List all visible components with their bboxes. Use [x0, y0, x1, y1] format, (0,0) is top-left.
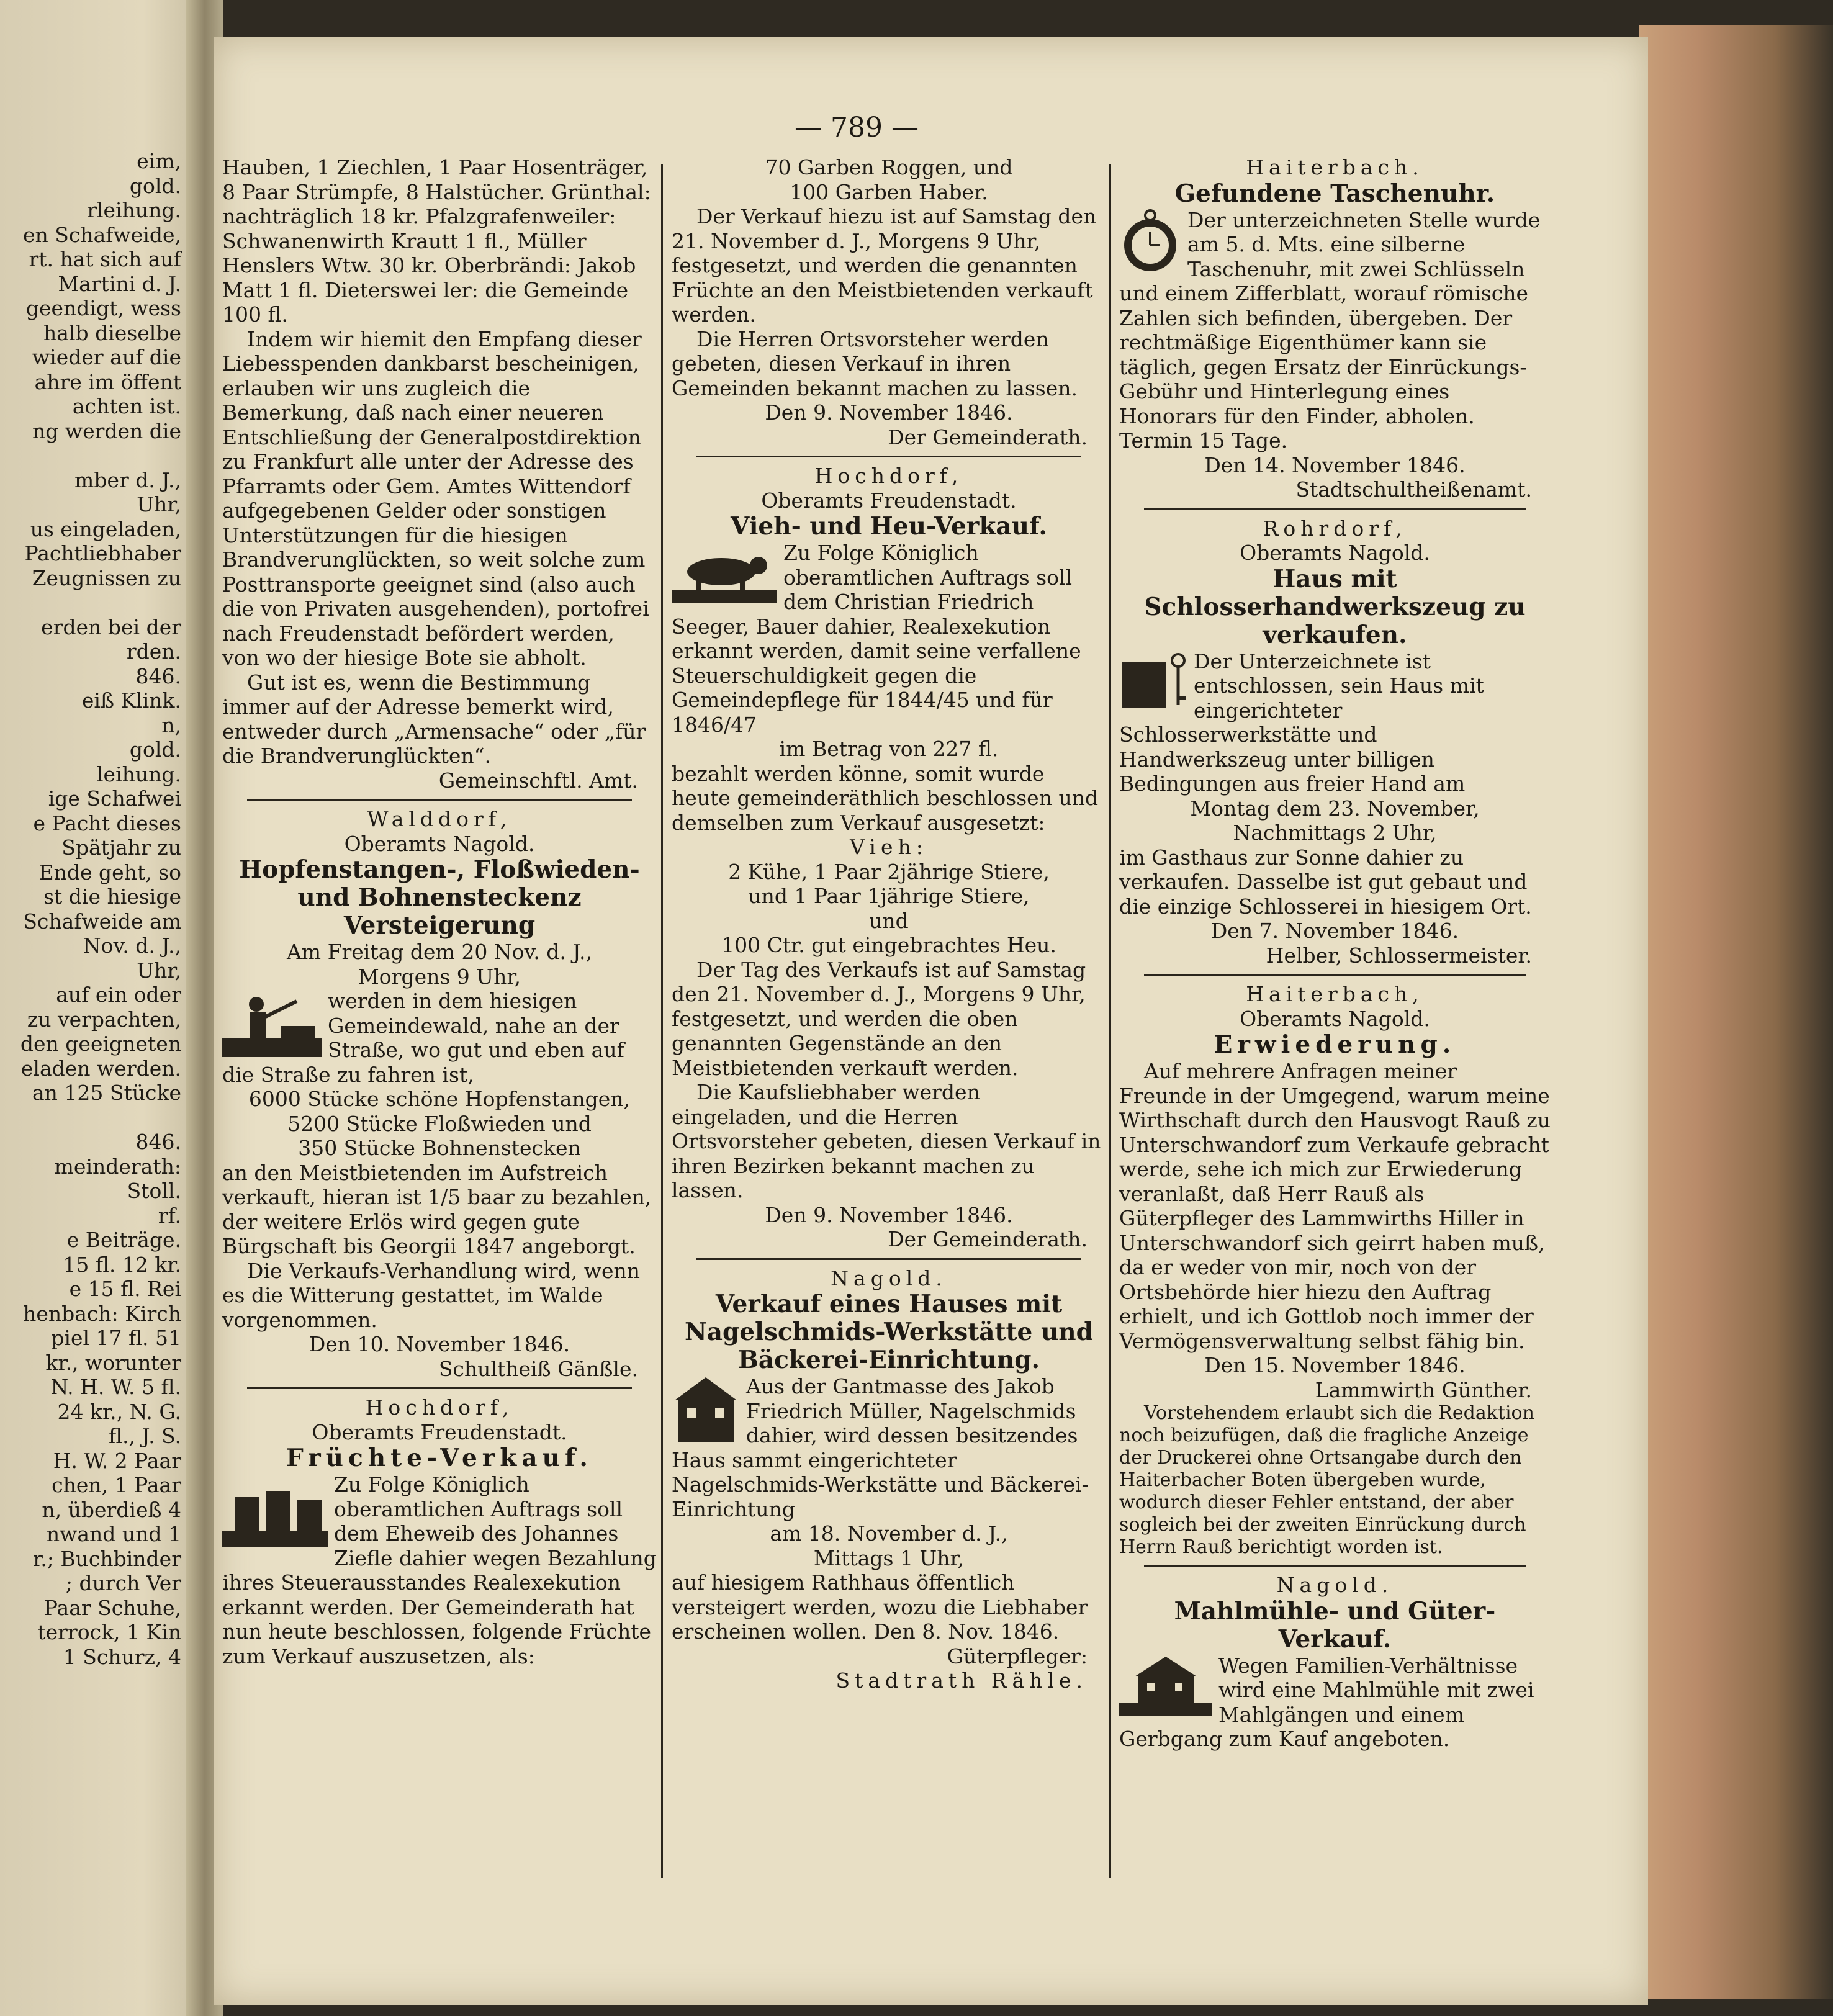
left-page-line: st die hiesige [43, 884, 181, 909]
book-edge [1639, 25, 1833, 1999]
amount-line: im Betrag von 227 fl. [779, 737, 999, 761]
divider [247, 799, 632, 801]
paragraph: Zu Folge Königlich oberamtlichen Auftrags soll dem Christian Friedrich Seeger, Bauer dahier, Realexekution erkannt werden, damit seine verfallene Steuerschuldigkeit gegen die Gemeindepflege für 1844/45 und für 1846/47 [672, 541, 1081, 737]
signature: Der Gemeinderath. [888, 1227, 1088, 1251]
notice-title: Mahlmühle- und Güter-Verkauf. [1174, 1596, 1496, 1654]
paragraph: werden in dem hiesigen Gemeindewald, nahe an der Straße, wo gut und eben auf die Straße zu fahren ist, [222, 989, 624, 1087]
paragraph: Der Tag des Verkaufs ist auf Samstag den 21. November d. J., Morgens 9 Uhr, festgesetzt, und werden die oben genannten Gegenstände an den Meistbietenden verkauft werden. [672, 957, 1086, 1080]
left-page-line: 846. [135, 1130, 181, 1154]
place-heading: Haiterbach. [1246, 155, 1424, 179]
left-page-line: geendigt, wess [25, 296, 181, 320]
paragraph: auf hiesigem Rathhaus öffentlich versteigert werden, wozu die Liebhaber erscheinen wollen. Den 8. Nov. 1846. [672, 1570, 1088, 1644]
notice-title: Gefundene Taschenuhr. [1174, 179, 1495, 208]
left-page-line: gold. [129, 173, 181, 198]
left-page-line: gold. [129, 737, 181, 762]
left-page-line: rleihung. [87, 198, 181, 222]
cattle-illustration [672, 541, 777, 603]
place-heading: Rohrdorf, [1263, 516, 1407, 541]
left-page-line: ng werden die [32, 418, 181, 443]
place-heading: Nagold. [831, 1266, 947, 1290]
divider [1144, 1565, 1526, 1567]
divider [1144, 508, 1526, 510]
left-page-line: meinderath: [54, 1154, 181, 1179]
left-page-line: e Pacht dieses [33, 811, 181, 835]
left-page-line: n, überdieß 4 [42, 1497, 181, 1522]
paragraph: Der Verkauf hiezu ist auf Samstag den 21. November d. J., Morgens 9 Uhr, festgesetzt, und werden die genannten Früchte an den Meistbietenden verkauft werden. [672, 204, 1097, 326]
date-line: Den 10. November 1846. [309, 1332, 570, 1356]
notice-title: Verkauf eines Hauses mit Nagelschmids-Werkstätte und Bäckerei-Einrichtung. [685, 1290, 1093, 1374]
left-page-line: terrock, 1 Kin [37, 1620, 181, 1644]
left-page-line: eiß Klink. [81, 688, 181, 713]
list-heading: Vieh: [850, 835, 928, 859]
signature: Stadtrath Rähle. [835, 1668, 1088, 1693]
date-line: Den 9. November 1846. [765, 1202, 1013, 1227]
left-page-line: Stoll. [127, 1179, 181, 1203]
left-page-line: e Beiträge. [66, 1228, 181, 1252]
signature: Lammwirth Günther. [1315, 1377, 1532, 1402]
time-line: Mittags 1 Uhr, [813, 1546, 965, 1570]
notice-title: Erwiederung. [1214, 1030, 1456, 1059]
place-heading: Hochdorf, [365, 1395, 514, 1420]
left-page-line: ige Schafwei [48, 786, 181, 811]
subheading: Oberamts Nagold. [344, 831, 535, 856]
left-page-line: mber d. J., [74, 467, 181, 492]
paragraph: im Gasthaus zur Sonne dahier zu verkaufen. Dasselbe ist gut gebaut und die einzige Schlosserei in hiesigem Ort. [1119, 845, 1532, 919]
divider [696, 1258, 1081, 1260]
subheading: Oberamts Nagold. [1240, 541, 1430, 565]
paragraph: an den Meistbietenden im Aufstreich verkauft, hieran ist 1/5 baar zu bezahlen, der weitere Erlös wird gegen gute Bürgschaft bis Georgii 1847 angeborgt. [222, 1160, 652, 1258]
item-line: 6000 Stücke schöne Hopfenstangen, [248, 1087, 631, 1111]
paragraph: Die Verkaufs-Verhandlung wird, wenn es die Witterung gestattet, im Walde vorgenommen. [222, 1258, 641, 1332]
signature-role: Güterpfleger: [947, 1644, 1088, 1668]
place-heading: Nagold. [1276, 1573, 1394, 1597]
item-line: 70 Garben Roggen, und [765, 155, 1013, 179]
subheading: Oberamts Freudenstadt. [312, 1420, 567, 1444]
left-page-line: chen, 1 Paar [52, 1473, 181, 1497]
left-page-line: r.; Buchbinder [33, 1546, 181, 1571]
left-page-line: achten ist. [72, 394, 181, 418]
signature: Gemeinschftl. Amt. [438, 768, 638, 793]
subheading: Oberamts Freudenstadt. [761, 488, 1017, 513]
left-page-line: zu verpachten, [27, 1007, 181, 1032]
divider [247, 1387, 632, 1389]
left-page-line: Pachtliebhaber [24, 541, 181, 565]
item-line: 350 Stücke Bohnenstecken [298, 1136, 581, 1160]
house-illustration [672, 1374, 740, 1442]
signature: Der Gemeinderath. [888, 425, 1088, 449]
notice-title: Vieh- und Heu-Verkauf. [731, 512, 1047, 541]
left-page-line: 24 kr., N. G. [57, 1399, 181, 1424]
left-page-line [0, 1105, 186, 1130]
left-page-line: H. W. 2 Paar [53, 1448, 181, 1473]
left-page-line: erden bei der [41, 614, 181, 639]
notice-title: Haus mit Schlosserhandwerkszeug zu verkaufen. [1144, 564, 1526, 649]
left-page-line: ahre im öffent [34, 369, 181, 394]
left-page-line: Schafweide am [23, 909, 181, 934]
item-line: und [869, 908, 909, 933]
paragraph: Die Kaufsliebhaber werden eingeladen, und die Herren Ortsvorsteher gebeten, diesen Verkauf in ihren Bezirken bekannt machen zu lassen. [672, 1080, 1101, 1202]
left-page-line: 15 fl. 12 kr. [63, 1252, 181, 1277]
date-line: Den 7. November 1846. [1210, 919, 1459, 943]
signature: Helber, Schlossermeister. [1266, 943, 1532, 968]
paragraph: Aus der Gantmasse des Jakob Friedrich Müller, Nagelschmids dahier, wird dessen besitzendes Haus sammt eingerichteter Nagelschmids-Werkstätte und Bäckerei-Einrichtung [672, 1374, 1089, 1521]
left-page-line: 846. [135, 664, 181, 688]
paragraph: Der unterzeichneten Stelle wurde am 5. d. Mts. eine silberne Taschenuhr, mit zwei Schlüsseln und einem Zifferblatt, worauf römische Zahlen sich befinden, übergeben. Der rechtmäßige Eigenthümer kann sie täglich, gegen Ersatz der Einrückungs-Gebühr und Hinterlegung eines Honorars für den Finder, abholen. Termin 15 Tage. [1119, 207, 1541, 452]
paragraph: Wegen Familien-Verhältnisse wird eine Mahlmühle mit zwei Mahlgängen und einem Gerbgang zum Kauf angeboten. [1119, 1653, 1534, 1751]
left-page-text [0, 149, 186, 1669]
sheaves-illustration [222, 1472, 328, 1547]
left-page-line: halb dieselbe [43, 320, 181, 345]
left-page-line: wieder auf die [32, 345, 181, 369]
left-page-line: Uhr, [137, 492, 181, 516]
left-page-line: den geeigneten [20, 1032, 181, 1056]
left-page-line: N. H. W. 5 fl. [50, 1375, 181, 1399]
editorial-note: Vorstehendem erlaubt sich die Redaktion noch beizufügen, daß die fragliche Anzeige der Druckerei ohne Ortsangabe durch den Haiterbacher Boten übergeben wurde, wodurch dieser Fehler entstand, der aber sogleich bei der zweiten Einrückung durch Herrn Rauß berichtigt worden ist. [1119, 1402, 1534, 1558]
paragraph: Auf mehrere Anfragen meiner Freunde in der Umgegend, warum meine Wirthschaft durch den Hausvogt Rauß zu Unterschwandorf zum Verkaufe gebracht werde, sehe ich mich zur Erwiederung veranlaßt, daß Herr Rauß als Güterpfleger des Lammwirths Hiller in Unterschwandorf sich geirrt haben muß, da er weder von mir, noch von der Ortsbehörde hier hiezu den Auftrag erhielt, und ich Gottlob noch immer der Vermögensverwaltung selbst fähig bin. [1119, 1059, 1551, 1353]
column-3 [1119, 155, 1551, 1752]
left-page-line: Uhr, [137, 958, 181, 983]
divider [1144, 974, 1526, 976]
item-line: 100 Ctr. gut eingebrachtes Heu. [721, 933, 1056, 957]
left-page-line: us eingeladen, [30, 516, 181, 541]
paragraph: Gut ist es, wenn die Bestimmung immer auf der Adresse bemerkt wird, entweder durch „Armensache“ oder „für die Brandverunglückten“. [222, 670, 646, 768]
left-page-line: Zeugnissen zu [32, 565, 181, 590]
left-page-line: kr., worunter [45, 1350, 181, 1375]
date-line: Den 15. November 1846. [1204, 1353, 1466, 1377]
left-page-line: 1 Schurz, 4 [63, 1644, 181, 1669]
item-line: und 1 Paar 1jährige Stiere, [748, 884, 1030, 908]
left-page-line: an 125 Stücke [32, 1081, 181, 1105]
subheading: Oberamts Nagold. [1240, 1006, 1430, 1031]
divider [696, 456, 1081, 457]
left-page-line: Nov. d. J., [83, 934, 181, 958]
item-line: 100 Garben Haber. [790, 179, 988, 204]
left-page-line: rden. [126, 639, 181, 664]
left-page-line [0, 443, 186, 468]
left-page-line: Martini d. J. [58, 271, 181, 296]
date-line: am 18. November d. J., [770, 1521, 1008, 1546]
paragraph: Der Unterzeichnete ist entschlossen, sein Haus mit eingerichteter Schlosserwerkstätte und Handwerkszeug unter billigen Bedingungen aus freier Hand am [1119, 649, 1484, 796]
column-divider-2 [1109, 164, 1111, 1878]
time-line: Morgens 9 Uhr, [358, 964, 521, 989]
paragraph: Die Herren Ortsvorsteher werden gebeten, diesen Verkauf in ihren Gemeinden bekannt machen zu lassen. [672, 326, 1078, 400]
date-line: Den 9. November 1846. [765, 400, 1013, 425]
notice-title: Hopfenstangen-, Floßwieden- und Bohnensteckenz Versteigerung [239, 855, 640, 940]
date-line: Montag dem 23. November, [1190, 796, 1480, 821]
left-page-line [0, 590, 186, 615]
left-page-line: rt. hat sich auf [29, 247, 181, 271]
pocket-watch-illustration [1119, 208, 1181, 276]
column-1 [222, 155, 657, 1668]
signature: Schultheiß Gänßle. [438, 1356, 638, 1381]
column-divider-1 [661, 164, 663, 1878]
place-heading: Haiterbach, [1246, 982, 1424, 1006]
left-page-line: piel 17 fl. 51 [51, 1326, 181, 1350]
left-page-line: eladen werden. [20, 1056, 181, 1081]
item-line: 5200 Stücke Floßwieden und [287, 1111, 592, 1136]
left-page-line: Spätjahr zu [61, 835, 181, 860]
left-page-line: auf ein oder [56, 983, 181, 1007]
mill-illustration [1119, 1654, 1212, 1716]
date-line: Am Freitag dem 20 Nov. d. J., [286, 940, 593, 964]
time-line: Nachmittags 2 Uhr, [1233, 821, 1437, 845]
left-page-line: leihung. [96, 762, 181, 786]
left-page-line: Ende geht, so [38, 860, 181, 884]
left-page-line: Paar Schuhe, [43, 1595, 181, 1620]
paragraph: bezahlt werden könne, somit wurde heute gemeinderäthlich beschlossen und demselben zum Verkauf ausgesetzt: [672, 761, 1099, 835]
left-page-line: e 15 fl. Rei [69, 1277, 181, 1301]
left-page-line: rf. [158, 1203, 181, 1228]
place-heading: Hochdorf, [814, 464, 963, 488]
column-2 [672, 155, 1106, 1693]
left-page-line: n, [161, 713, 181, 737]
left-page-line: fl., J. S. [108, 1424, 181, 1448]
paragraph: Indem wir hiemit den Empfang dieser Liebesspenden dankbarst bescheinigen, erlauben wir uns zugleich die Bemerkung, daß nach einer neueren Entschließung der Generalpostdirektion zu Frankfurt alle unter der Adresse des Pfarramts oder Gem. Amtes Wittendorf aufgegebenen Gelder oder sonstigen Unterstützungen für die hiesigen Brandverunglückten, so weit solche zum Posttransporte geeignet sind (also auch die von Privaten ausgehenden), portofrei nach Freudenstadt befördert werden, von wo der hiesige Bote sie abholt. [222, 326, 649, 670]
signature: Stadtschultheißenamt. [1295, 477, 1532, 502]
left-page-line: nwand und 1 [46, 1522, 181, 1546]
locksmith-key-illustration [1119, 649, 1187, 711]
notice-title: Früchte-Verkauf. [286, 1444, 593, 1472]
page-number: — 789 — [795, 112, 919, 143]
woodcutter-illustration [222, 989, 322, 1057]
donation-list: Hauben, 1 Ziechlen, 1 Paar Hosenträger, 8 Paar Strümpfe, 8 Halstücher. Grünthal: nachträglich 18 kr. Pfalzgrafenweiler: Schwanenwirth Krautt 1 fl., Müller Henslers Wtw. 30 kr. Oberbrändi: Jakob Matt 1 fl. Dieterswei ler: die Gemeinde 100 fl. [222, 155, 651, 326]
item-line: 2 Kühe, 1 Paar 2jährige Stiere, [728, 859, 1050, 884]
left-page-line: ; durch Ver [65, 1571, 181, 1595]
place-heading: Walddorf, [367, 807, 512, 831]
left-page-line: eim, [137, 149, 181, 173]
date-line: Den 14. November 1846. [1204, 452, 1466, 477]
left-page-line: en Schafweide, [23, 222, 181, 247]
paragraph: Zu Folge Königlich oberamtlichen Auftrags soll dem Eheweib des Johannes Ziefle dahier wegen Bezahlung ihres Steuerausstandes Realexekution erkannt werden. Der Gemeinderath hat nun heute beschlossen, folgende Früchte zum Verkauf auszusetzen, als: [222, 1472, 657, 1668]
left-page-line: henbach: Kirch [23, 1301, 181, 1326]
